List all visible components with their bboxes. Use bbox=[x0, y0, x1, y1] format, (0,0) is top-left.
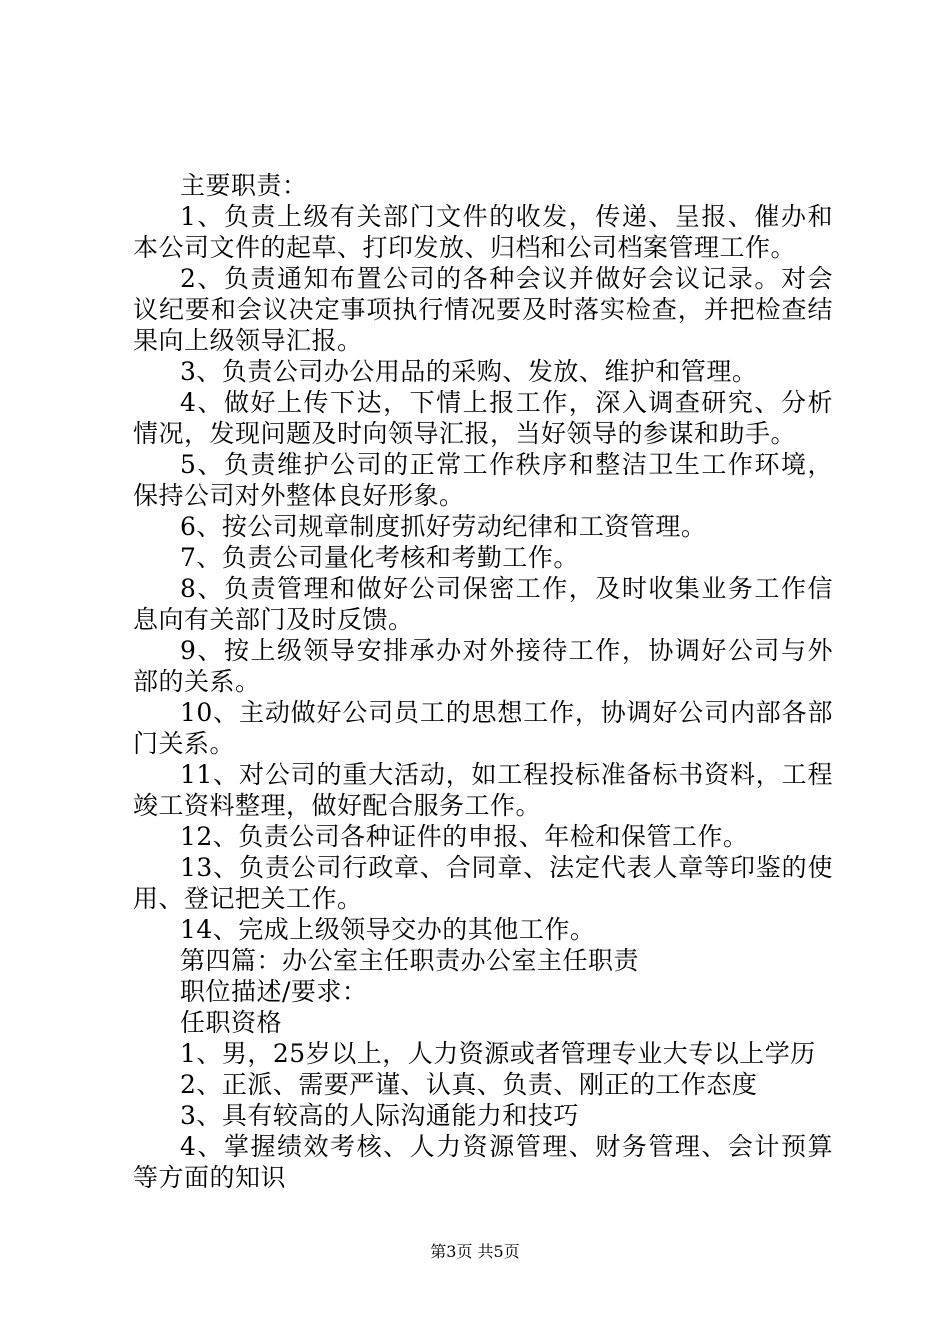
duty-item-5: 5、负责维护公司的正常工作秩序和整洁卫生工作环境，保持公司对外整体良好形象。 bbox=[133, 450, 833, 510]
duty-item-1: 1、负责上级有关部门文件的收发，传递、呈报、催办和本公司文件的起草、打印发放、归档和公司档案管理工作。 bbox=[133, 202, 833, 262]
duty-item-14: 14、完成上级领导交办的其他工作。 bbox=[180, 915, 596, 944]
page-number-footer: 第3页 共5页 bbox=[430, 1242, 520, 1261]
duty-item-8: 8、负责管理和做好公司保密工作，及时收集业务工作信息向有关部门及时反馈。 bbox=[133, 574, 833, 634]
section-heading-qualifications: 任职资格 bbox=[180, 1008, 283, 1037]
qualification-item-2: 2、正派、需要严谨、认真、负责、刚正的工作态度 bbox=[180, 1070, 758, 1099]
duty-item-11: 11、对公司的重大活动，如工程投标准备标书资料，工程竣工资料整理，做好配合服务工作。 bbox=[133, 760, 833, 820]
chapter-heading: 第四篇：办公室主任职责办公室主任职责 bbox=[180, 946, 640, 975]
duty-item-9: 9、按上级领导安排承办对外接待工作，协调好公司与外部的关系。 bbox=[133, 636, 833, 696]
duty-item-10: 10、主动做好公司员工的思想工作，协调好公司内部各部门关系。 bbox=[133, 698, 833, 758]
duty-item-3: 3、负责公司办公用品的采购、发放、维护和管理。 bbox=[180, 357, 758, 386]
document-body bbox=[133, 170, 833, 1193]
duty-item-6: 6、按公司规章制度抓好劳动纪律和工资管理。 bbox=[180, 512, 707, 541]
qualification-item-3: 3、具有较高的人际沟通能力和技巧 bbox=[180, 1101, 579, 1130]
duty-item-13: 13、负责公司行政章、合同章、法定代表人章等印鉴的使用、登记把关工作。 bbox=[133, 853, 833, 913]
duty-item-7: 7、负责公司量化考核和考勤工作。 bbox=[180, 543, 579, 572]
section-heading-description: 职位描述/要求： bbox=[180, 977, 368, 1006]
qualification-item-4: 4、掌握绩效考核、人力资源管理、财务管理、会计预算等方面的知识 bbox=[133, 1132, 833, 1192]
duty-item-4: 4、做好上传下达，下情上报工作，深入调查研究、分析情况，发现问题及时向领导汇报，当好领导的参谋和助手。 bbox=[133, 388, 833, 448]
section-heading-duties: 主要职责： bbox=[180, 171, 308, 200]
duty-item-2: 2、负责通知布置公司的各种会议并做好会议记录。对会议纪要和会议决定事项执行情况要及时落实检查，并把检查结果向上级领导汇报。 bbox=[133, 264, 833, 355]
qualification-item-1: 1、男，25岁以上，人力资源或者管理专业大专以上学历 bbox=[180, 1039, 816, 1068]
duty-item-12: 12、负责公司各种证件的申报、年检和保管工作。 bbox=[180, 822, 749, 851]
